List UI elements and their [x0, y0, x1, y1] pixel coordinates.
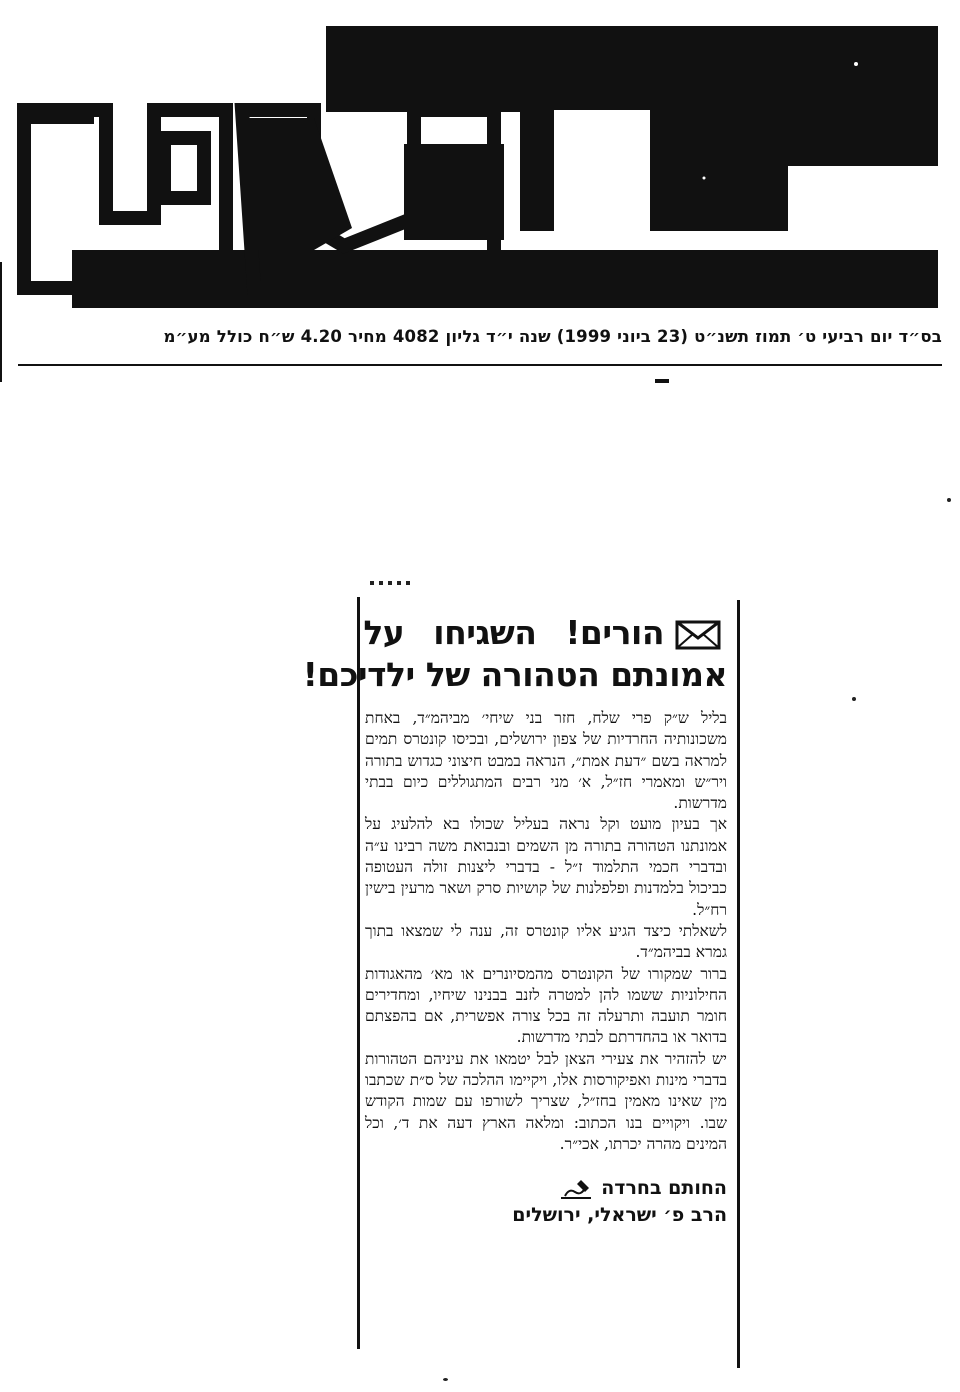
paragraph: ברור שמקורו של הקונטרס מהמסיונרים או מא׳ מהאגודות החילוניות ששמו להן למטרה לזנב בבנינו שיחיו, ומחדירים חומר תועבה ותרעלה זה בכל צורה אפשרית, אם בהפצתם בדואר או בהחדרתם לבתי מדרשות. — [365, 964, 727, 1047]
paragraph: אך בעיון מועט וקל נראה בעליל שכולו בא להלעיג על אמונתנו הטהורה בתורה מן השמים ובנבואת משה רבינו ע״ה ובדברי חכמי התלמוד ז״ל - בדברי ליצנות זולה העטופה כביכול בלמדנות ופלפלנות של קושיות סרק ושאר מרעין בישין רח״ל. — [365, 815, 727, 919]
masthead-logo — [14, 18, 940, 310]
scan-speck — [852, 697, 856, 701]
scan-speck — [947, 498, 951, 502]
header-rule — [18, 364, 942, 366]
article-body — [365, 708, 727, 1155]
paragraph: יש להזהיר את צעירי הצאן לבל יטמאו את עיניהם הטהורות בדברי מינות ואפיקורסות אלו, ויקיימו ההלכה של ס״ת שכתבו מין שאינו מאמין בחז״ל, שצריך לשורפו עם שמות הקודש שבו. ויקויים בנו הכתוב: ומלאה הארץ דעה את ד׳, וכל המינים מהרה יכרתו, אכי״ר. — [365, 1049, 727, 1153]
article-border-right — [737, 600, 740, 1368]
rule-tick — [655, 379, 669, 383]
headline-line-2: אמונתם הטהורה של ילדיכם! — [302, 655, 727, 694]
headline-line-1: הורים! השגיחו על — [363, 613, 664, 652]
pen-writing-icon — [559, 1178, 593, 1200]
article-top-dots — [370, 581, 410, 585]
article-headline — [302, 612, 727, 696]
signature-line-2: הרב פ׳ ישראלי, ירושלים — [512, 1204, 727, 1227]
page-edge-line — [0, 262, 2, 382]
article-border-left — [357, 597, 360, 1349]
signature-line-1: החותם בחרדה — [601, 1177, 727, 1200]
envelope-icon — [675, 620, 721, 650]
signature — [365, 1175, 727, 1229]
dateline: בס״ד יום רביעי ט׳ תמוז תשנ״ט (23 ביוני 1999) שנה י״ד גליון 4082 מחיר 4.20 ש״ח כולל מע״מ — [163, 327, 942, 346]
paragraph: בליל ש״ק פרי שלח, חזר בני שיחי׳ מביהמ״ד, באחת משכונותיה החרדיות של צפון ירושלים, ובכיסו קונטרס תמים למראה בשם ״דעת אמת״, הנראה במבט חיצוני כגדוש בתורה ויר״ש ומאמרי חז״ל, א׳ מני רבים המתגוללים כיום בבתי מדרשות. — [365, 709, 727, 813]
article — [302, 612, 727, 1229]
paragraph: לשאלתי כיצד הגיע אליו קונטרס זה, ענה לי שמצאו בתוך גמרא בביהמ״ד. — [365, 921, 727, 962]
scan-speck — [443, 1378, 448, 1381]
